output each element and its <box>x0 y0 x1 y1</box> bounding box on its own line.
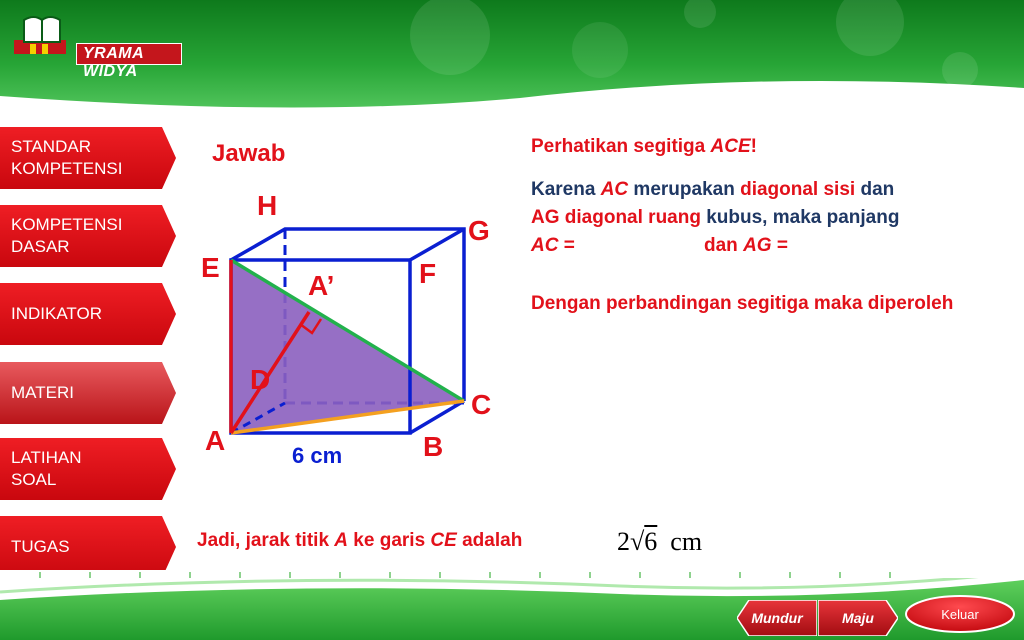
vertex-label-b: B <box>423 431 444 462</box>
text-segment: = <box>558 235 575 256</box>
sidebar-item-latihan-soal[interactable] <box>0 438 176 500</box>
text-segment: CE <box>430 530 457 551</box>
exit-button-label: Keluar <box>941 606 979 622</box>
sidebar-item-label: INDIKATOR <box>11 304 102 323</box>
sqrt-icon: √ <box>630 527 645 556</box>
text-segment: = <box>771 235 788 256</box>
sidebar-item-kompetensi-dasar[interactable] <box>0 205 176 267</box>
exit-button[interactable] <box>904 594 1016 634</box>
formula-unit: cm <box>670 527 703 556</box>
back-button[interactable] <box>737 600 817 636</box>
comparison-text: Dengan perbandingan segitiga maka diperoleh <box>531 293 954 314</box>
instruction-text <box>531 133 757 161</box>
sidebar-item-materi[interactable] <box>0 362 176 424</box>
sidebar-item-indikator[interactable] <box>0 283 176 345</box>
vertex-label-a: A <box>205 425 226 456</box>
text-segment: AC <box>600 179 629 200</box>
next-button[interactable] <box>818 600 898 636</box>
text-segment: adalah <box>456 530 523 551</box>
explanation-text <box>531 176 1011 260</box>
vertex-label-h: H <box>257 190 278 221</box>
text-segment: A <box>334 530 349 551</box>
text-segment: AG <box>743 235 772 256</box>
text-segment: AC <box>531 235 559 256</box>
sidebar-item-standar-kompetensi[interactable] <box>0 127 176 189</box>
text-segment: Jadi, jarak titik <box>197 530 335 551</box>
sidebar-item-label: STANDAR KOMPETENSI <box>11 137 123 178</box>
edge-length-label: 6 cm <box>292 443 343 468</box>
formula-radicand: 6 <box>644 527 658 556</box>
text-segment: Karena <box>531 179 601 200</box>
text-segment: ke garis <box>348 530 431 551</box>
answer-heading: Jawab <box>212 140 286 167</box>
vertex-label-g: G <box>468 215 490 246</box>
sidebar-item-label: LATIHAN SOAL <box>11 448 82 489</box>
back-button-label: Mundur <box>751 610 803 626</box>
sidebar-item-label: KOMPETENSI DASAR <box>11 215 123 256</box>
edge-gf <box>410 229 464 260</box>
logo-text: YRAMA WIDYA <box>76 43 182 65</box>
sidebar-item-label: MATERI <box>11 383 74 402</box>
vertex-label-a-prime: A’ <box>308 270 335 301</box>
text-segment: ACE <box>710 136 751 157</box>
header-banner <box>0 0 1024 112</box>
vertex-label-c: C <box>471 389 492 420</box>
formula-coefficient: 2 <box>617 527 630 556</box>
book-icon <box>12 6 76 66</box>
next-button-label: Maju <box>842 610 874 626</box>
text-segment: dan <box>855 179 895 200</box>
text-segment: ! <box>750 136 757 157</box>
text-segment: AG diagonal ruang <box>531 207 701 228</box>
vertex-label-e: E <box>201 252 220 283</box>
text-segment: dan <box>704 235 744 256</box>
yrama-widya-logo <box>12 6 182 80</box>
text-segment: Perhatikan segitiga <box>531 136 711 157</box>
vertex-label-d: D <box>250 364 271 395</box>
text-segment: kubus, maka panjang <box>700 207 900 228</box>
text-segment: merupakan <box>628 179 741 200</box>
sidebar-item-tugas[interactable] <box>0 516 176 578</box>
text-segment: diagonal sisi <box>740 179 856 200</box>
conclusion-text <box>197 530 522 552</box>
answer-formula <box>617 527 702 557</box>
sidebar-item-label: TUGAS <box>11 537 70 556</box>
vertex-label-f: F <box>419 258 437 289</box>
